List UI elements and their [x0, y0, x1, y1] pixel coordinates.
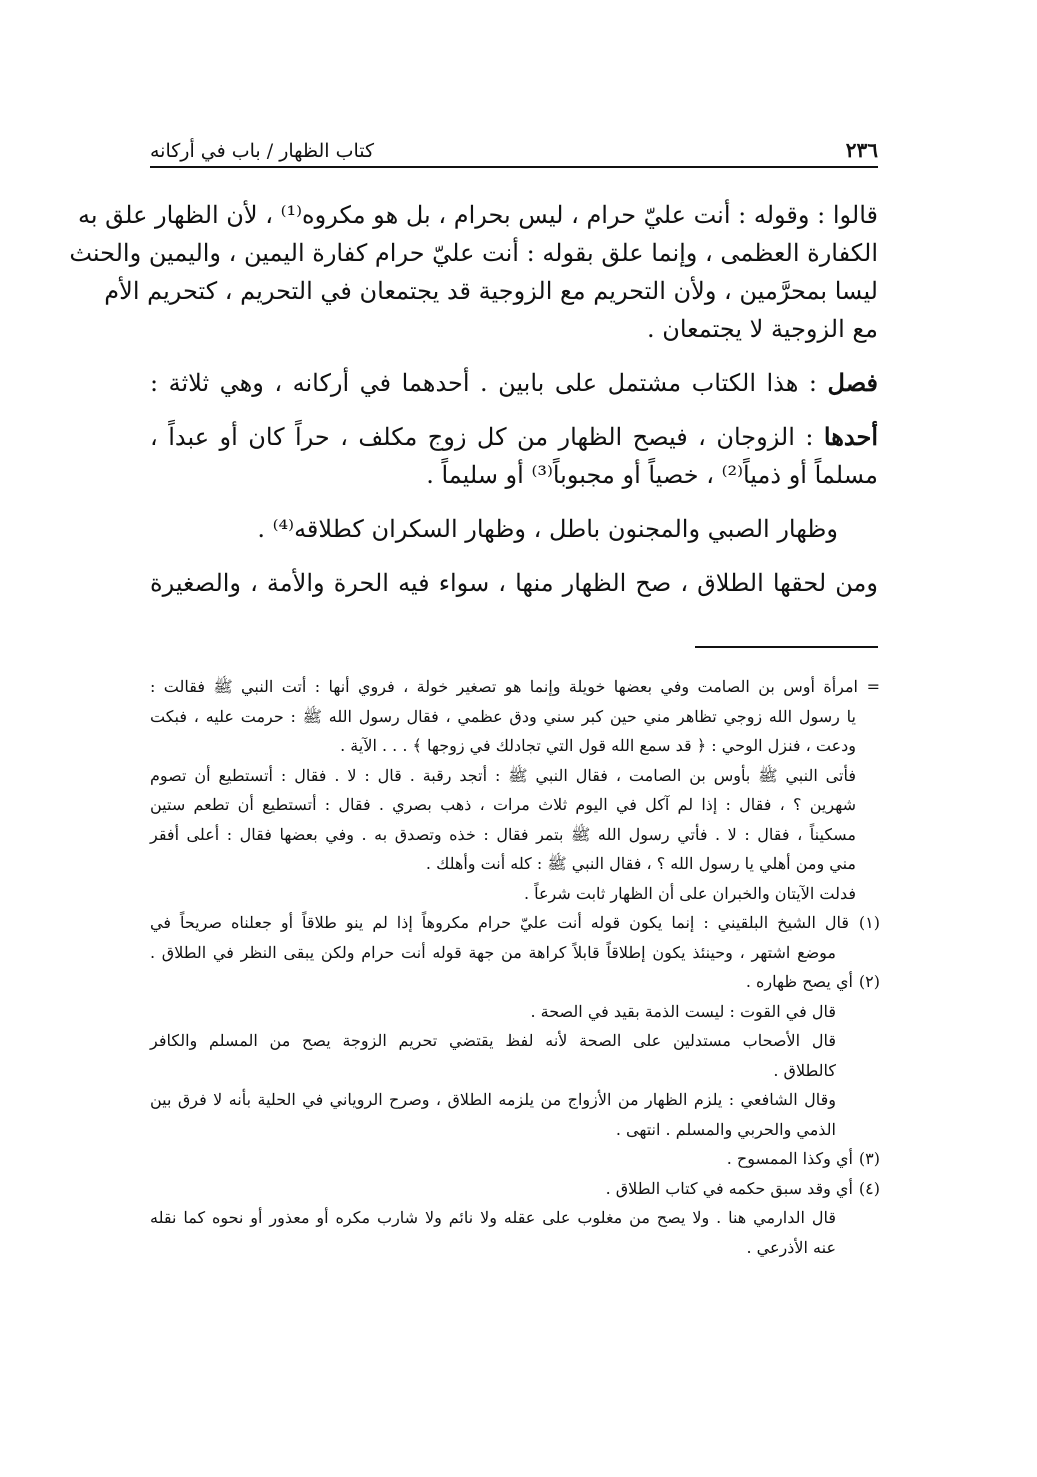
text-line: مسلماً أو ذمياً⁽²⁾ ، خصياً أو مجبوباً⁽³⁾ أو سليماً . [426, 461, 878, 489]
footnote-number: (٤) [858, 1178, 880, 1198]
footnote-line: قال الدارمي هنا . ولا يصح من مغلوب على عقله ولا نائم ولا شارب مكره أو معذور أو نحوه كما نقله [150, 1208, 837, 1227]
footnote-line: أي وكذا الممسوح . [726, 1149, 853, 1168]
fasl-text: : هذا الكتاب مشتمل على بابين . أحدهما في أركانه ، وهي ثلاثة : [150, 369, 818, 397]
footnote-line: فأتى النبي ﷺ بأوس بن الصامت ، فقال النبي ﷺ : أتجد رقبة . قال : لا . فقال : أتستطيع أن تصوم [150, 765, 856, 785]
footnote-line: أي وقد سبق حكمه في كتاب الطلاق . [605, 1178, 853, 1198]
footnote-line: كالطلاق . [773, 1060, 836, 1080]
page-number: ٢٣٦ [845, 138, 878, 162]
footnote-separator [695, 646, 878, 648]
text-line: قالوا : وقوله : أنت عليّ حرام ، ليس بحرام ، بل هو مكروه⁽¹⁾ ، لأن الظهار علق به [77, 201, 878, 229]
footnote-line: موضع اشتهر ، وحينئذ يكون إطلاقاً قابلاً كراهة من جهة قوله أنت حرام ولكن يبقى النظر في الطلاق . [150, 942, 836, 962]
paragraph-sabi [150, 510, 878, 548]
footnote-number: (٢) [858, 972, 880, 991]
paragraph-man-lahiqaha [150, 564, 878, 602]
running-title: كتاب الظهار / باب في أركانه [150, 140, 375, 162]
footnote-line: امرأة أوس بن الصامت وفي بعضها خويلة وإنما هو تصغير خولة ، فروي أنها : أتت النبي ﷺ فقالت : [150, 677, 858, 696]
footnote-line: قال الشيخ البلقيني : إنما يكون قوله أنت عليّ حرام مكروهاً إذا لم ينو طلاقاً أو جعلناه صريحاً في [150, 913, 850, 932]
text-line: الكفارة العظمى ، وإنما علق بقوله : أنت عليّ حرام كفارة اليمين ، واليمين والحنث [69, 239, 878, 267]
continuation-marker: = [866, 677, 880, 696]
footnote-line: قال في القوت : ليست الذمة بقيد في الصحة . [530, 1001, 836, 1021]
text-line: ومن لحقها الطلاق ، صح الظهار منها ، سواء فيه الحرة والأمة ، والصغيرة [150, 569, 878, 597]
footnote-line: ودعت ، فنزل الوحي : ﴿ قد سمع الله قول التي تجادلك في زوجها ﴾ . . . الآية . [340, 736, 856, 755]
footnote-line: قال الأصحاب مستدلين على الصحة لأنه لفظ يقتضي تحريم الزوجة يصح من المسلم والكافر [150, 1031, 836, 1050]
footnote-line: يا رسول الله زوجي تظاهر مني حين كبر سني ودق عظمي ، فقال رسول الله ﷺ : حرمت عليه ، فبكت [150, 706, 856, 726]
footnote-line: فدلت الآيتان والخبران على أن الظهار ثابت شرعاً . [523, 883, 856, 903]
paragraph-fasl [150, 364, 878, 402]
footnotes [150, 672, 880, 1262]
text-line: ليسا بمحرَّمين ، ولأن التحريم مع الزوجية قد يجتمعان في التحريم ، كتحريم الأم [104, 277, 878, 305]
footnote-line: عنه الأذرعي . [746, 1237, 836, 1257]
ahaduha-text: : الزوجان ، فيصح الظهار من كل زوج مكلف ، حراً كان أو عبداً ، [150, 423, 814, 451]
ahaduha-label: أحدها [823, 422, 878, 451]
text-line: وظهار الصبي والمجنون باطل ، وظهار السكران كطلاقه⁽⁴⁾ . [257, 515, 838, 543]
footnote-line: الذمي والحربي والمسلم . انتهى . [615, 1119, 836, 1139]
page-header [150, 128, 878, 168]
fasl-label: فصل [827, 368, 878, 397]
footnote-line: وقال الشافعي : يلزم الظهار من الأزواج من يلزمه الطلاق ، وصرح الروياني في الحلية بأنه لا فرق بين [150, 1090, 836, 1109]
footnote-number: (١) [858, 913, 880, 932]
footnote-number: (٣) [858, 1149, 880, 1168]
footnote-line: مني ومن أهلي يا رسول الله ؟ ، فقال النبي ﷺ : كله أنت وأهلك . [425, 854, 856, 873]
main-text [69, 196, 878, 616]
footnote-line: مسكيناً ، فقال : لا . فأتي رسول الله ﷺ بتمر فقال : خذه وتصدق به . وفي بعضها فقال : أعلى أفقر [150, 824, 856, 844]
paragraph-ahaduha [150, 418, 878, 494]
footnote-line: شهرين ؟ ، فقال : إذا لم آكل في اليوم ثلاث مرات ، ذهب بصري . فقال : أتستطيع أن تطعم ستين [150, 795, 856, 814]
footnote-line: أي يصح ظهاره . [745, 972, 853, 991]
text-line: مع الزوجية لا يجتمعان . [646, 315, 878, 343]
paragraph-qalu [69, 196, 878, 348]
